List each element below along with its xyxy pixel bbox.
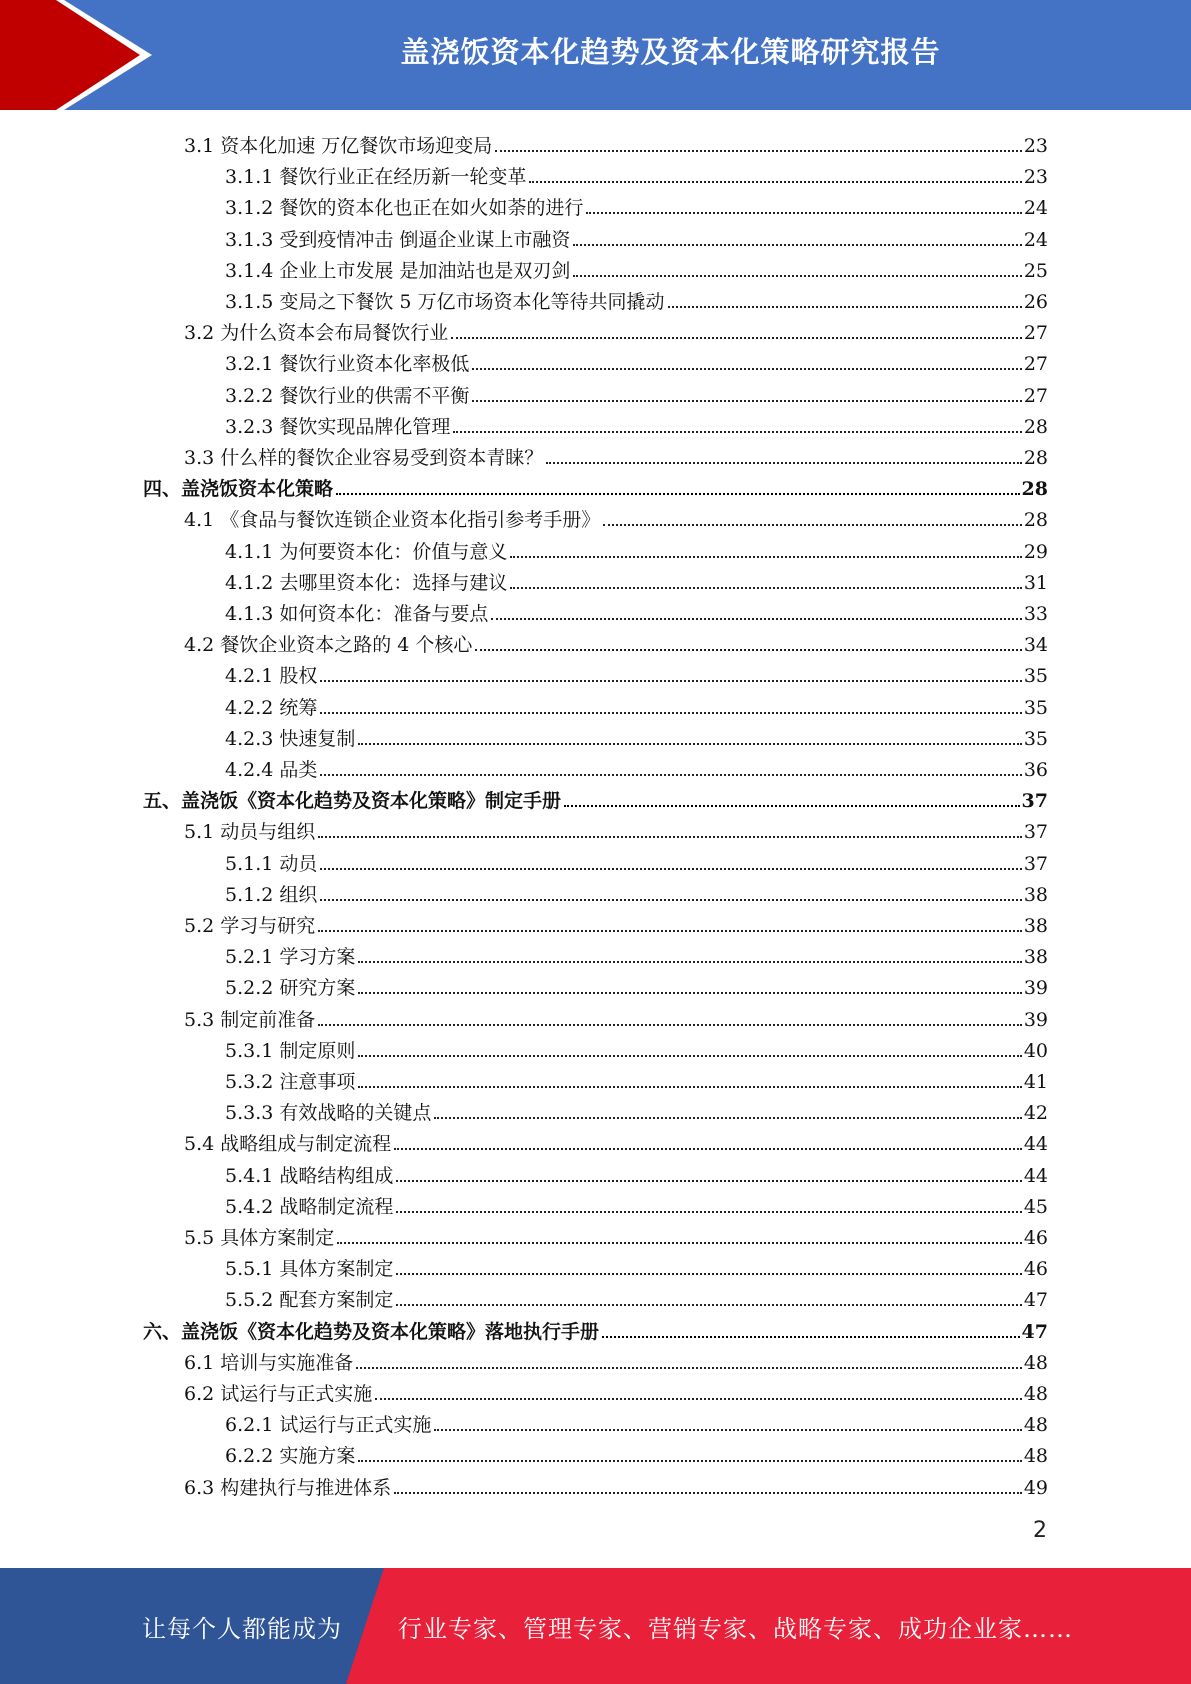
toc-entry-page: 35 [1023, 727, 1048, 750]
toc-dot-leader [573, 244, 1021, 246]
toc-entry[interactable] [225, 1281, 1048, 1312]
toc-entry[interactable] [225, 720, 1048, 751]
toc-dot-leader [336, 493, 1020, 495]
toc-entry-page: 42 [1023, 1102, 1048, 1125]
toc-entry-page: 48 [1023, 1383, 1048, 1405]
toc-dot-leader [320, 868, 1021, 870]
toc-entry-label: 4.1.3 如何资本化：准备与要点 [225, 603, 489, 625]
toc-entry-label: 3.1.4 企业上市发展 是加油站也是双刃剑 [225, 259, 571, 282]
toc-entry-label: 3.1 资本化加速 万亿餐饮市场迎变局 [184, 135, 493, 157]
toc-entry-label: 3.1.3 受到疫情冲击 倒逼企业谋上市融资 [225, 228, 571, 251]
toc-entry-page: 35 [1023, 696, 1048, 719]
toc-entry[interactable] [225, 1157, 1048, 1188]
toc-entry-page: 44 [1023, 1164, 1048, 1187]
toc-entry-label: 5.5 具体方案制定 [184, 1227, 335, 1249]
toc-entry-label: 3.1.5 变局之下餐饮 5 万亿市场资本化等待共同撬动 [225, 291, 665, 313]
toc-dot-leader [472, 368, 1021, 370]
toc-entry[interactable] [225, 377, 1048, 408]
toc-entry-label: 6.2.2 实施方案 [225, 1445, 356, 1468]
toc-entry-label: 5.3.3 有效战略的关键点 [225, 1102, 432, 1125]
toc-entry[interactable] [225, 564, 1048, 595]
toc-entry[interactable] [184, 1219, 1048, 1250]
toc-entry-label: 3.2.2 餐饮行业的供需不平衡 [225, 384, 470, 407]
toc-dot-leader [394, 1148, 1022, 1150]
toc-entry[interactable] [225, 876, 1048, 907]
toc-entry-page: 47 [1021, 1320, 1048, 1343]
toc-entry-label: 3.3 什么样的餐饮企业容易受到资本青睐？ [184, 447, 544, 469]
toc-entry-label: 4.1.2 去哪里资本化：选择与建议 [225, 571, 508, 594]
toc-entry-label: 5.3 制定前准备 [184, 1008, 316, 1031]
toc-entry[interactable] [225, 1032, 1048, 1063]
page-header [0, 0, 1191, 110]
toc-entry-page: 41 [1023, 1071, 1048, 1093]
toc-dot-leader [510, 587, 1021, 589]
toc-entry-page: 44 [1023, 1133, 1048, 1156]
footer-slogan-left: 让每个人都能成为 [142, 1614, 342, 1643]
page-number: 2 [1033, 1518, 1047, 1543]
toc-entry-label: 5.4 战略组成与制定流程 [184, 1133, 392, 1156]
toc-entry[interactable] [225, 1188, 1048, 1219]
toc-entry-label: 4.2.3 快速复制 [225, 727, 356, 750]
toc-entry-page: 37 [1021, 790, 1048, 813]
toc-entry-label: 3.1.1 餐饮行业正在经历新一轮变革 [225, 166, 527, 189]
toc-entry[interactable] [225, 751, 1048, 782]
toc-dot-leader [356, 1367, 1022, 1369]
toc-dot-leader [434, 1429, 1021, 1431]
toc-dot-leader [451, 337, 1022, 339]
toc-entry-label: 3.2.3 餐饮实现品牌化管理 [225, 415, 451, 438]
toc-entry-page: 26 [1023, 291, 1048, 313]
toc-dot-leader [318, 930, 1022, 932]
toc-entry-page: 46 [1023, 1227, 1048, 1249]
toc-entry-label: 4.2 餐饮企业资本之路的 4 个核心 [184, 634, 473, 657]
toc-entry-page: 37 [1023, 852, 1048, 875]
toc-entry-label: 3.2.1 餐饮行业资本化率极低 [225, 353, 470, 376]
toc-dot-leader [358, 961, 1021, 963]
toc-dot-leader [396, 1180, 1021, 1182]
toc-entry-label: 4.2.1 股权 [225, 665, 318, 688]
toc-entry-page: 47 [1023, 1289, 1048, 1312]
toc-entry-label: 6.2 试运行与正式实施 [184, 1383, 373, 1405]
toc-entry[interactable] [225, 158, 1048, 189]
toc-entry-label: 5.1.1 动员 [225, 852, 318, 875]
toc-entry[interactable] [225, 1094, 1048, 1125]
toc-entry-page: 34 [1023, 634, 1048, 657]
toc-entry-label: 5.2.2 研究方案 [225, 977, 356, 1000]
toc-entry-page: 39 [1023, 977, 1048, 1000]
toc-entry-label: 4.2.2 统筹 [225, 696, 318, 719]
toc-dot-leader [510, 556, 1021, 558]
toc-entry-label: 六、盖浇饭《资本化趋势及资本化策略》落地执行手册 [143, 1320, 600, 1343]
toc-dot-leader [320, 712, 1021, 714]
toc-dot-leader [320, 899, 1021, 901]
toc-entry[interactable] [225, 1063, 1048, 1094]
toc-entry-label: 3.2 为什么资本会布局餐饮行业 [184, 322, 449, 345]
toc-entry-label: 4.1.1 为何要资本化：价值与意义 [225, 540, 508, 563]
toc-entry-label: 5.2.1 学习方案 [225, 946, 356, 969]
toc-entry-page: 35 [1023, 665, 1048, 688]
toc-entry[interactable] [184, 314, 1048, 345]
toc-dot-leader [320, 680, 1021, 682]
toc-entry[interactable] [184, 1375, 1048, 1406]
toc-entry[interactable] [225, 252, 1048, 283]
toc-dot-leader [396, 1304, 1021, 1306]
toc-dot-leader [603, 524, 1022, 526]
toc-entry-label: 5.3.2 注意事项 [225, 1071, 356, 1093]
toc-dot-leader [668, 306, 1022, 308]
toc-entry[interactable] [225, 938, 1048, 969]
toc-dot-leader [491, 618, 1021, 620]
toc-dot-leader [396, 1273, 1021, 1275]
toc-entry[interactable] [225, 345, 1048, 376]
toc-entry-page: 28 [1023, 509, 1048, 532]
toc-entry[interactable] [225, 1406, 1048, 1437]
toc-entry-label: 5.4.1 战略结构组成 [225, 1164, 394, 1187]
toc-dot-leader [475, 649, 1021, 651]
toc-entry-page: 45 [1023, 1195, 1048, 1218]
toc-entry-page: 24 [1023, 197, 1048, 220]
toc-entry[interactable] [225, 408, 1048, 439]
header-arrow-icon [0, 0, 160, 110]
toc-entry-page: 25 [1023, 259, 1048, 282]
toc-entry-page: 27 [1023, 353, 1048, 376]
toc-entry[interactable] [184, 1001, 1048, 1032]
toc-dot-leader [564, 805, 1020, 807]
toc-entry-label: 6.3 构建执行与推进体系 [184, 1476, 392, 1499]
toc-entry[interactable] [184, 501, 1048, 532]
page-footer [0, 1568, 1191, 1684]
toc-entry-page: 40 [1023, 1039, 1048, 1062]
toc-entry[interactable] [225, 221, 1048, 252]
toc-dot-leader [358, 743, 1021, 745]
toc-entry-page: 28 [1023, 447, 1048, 469]
toc-entry[interactable] [225, 1437, 1048, 1468]
toc-entry[interactable] [184, 439, 1048, 470]
toc-entry[interactable] [225, 189, 1048, 220]
toc-entry-page: 27 [1023, 384, 1048, 407]
toc-entry-label: 5.1.2 组织 [225, 883, 318, 906]
toc-entry[interactable] [143, 470, 1048, 501]
toc-entry-page: 23 [1023, 135, 1048, 157]
toc-dot-leader [318, 836, 1022, 838]
toc-entry[interactable] [184, 127, 1048, 158]
toc-entry-page: 36 [1023, 759, 1048, 781]
toc-entry[interactable] [225, 845, 1048, 876]
toc-entry[interactable] [184, 907, 1048, 938]
toc-entry[interactable] [184, 1469, 1048, 1500]
toc-entry-label: 五、盖浇饭《资本化趋势及资本化策略》制定手册 [143, 790, 562, 813]
toc-entry-page: 48 [1023, 1414, 1048, 1437]
toc-entry-label: 4.2.4 品类 [225, 759, 318, 781]
toc-entry-page: 38 [1023, 946, 1048, 969]
toc-entry-page: 37 [1023, 821, 1048, 844]
toc-dot-leader [495, 150, 1022, 152]
toc-dot-leader [358, 992, 1021, 994]
toc-dot-leader [472, 400, 1021, 402]
toc-entry[interactable] [225, 533, 1048, 564]
toc-dot-leader [358, 1460, 1021, 1462]
toc-entry-page: 28 [1023, 415, 1048, 438]
toc-entry-page: 38 [1023, 915, 1048, 937]
toc-entry[interactable] [225, 969, 1048, 1000]
toc-entry-page: 38 [1023, 883, 1048, 906]
toc-entry[interactable] [184, 626, 1048, 657]
toc-entry[interactable] [184, 1344, 1048, 1375]
toc-dot-leader [318, 1024, 1022, 1026]
toc-entry[interactable] [225, 657, 1048, 688]
toc-entry-page: 33 [1023, 603, 1048, 625]
toc-dot-leader [337, 1242, 1022, 1244]
toc-dot-leader [453, 431, 1021, 433]
toc-entry[interactable] [143, 1313, 1048, 1344]
toc-dot-leader [586, 212, 1021, 214]
toc-entry-label: 5.5.1 具体方案制定 [225, 1258, 394, 1281]
toc-entry-label: 5.1 动员与组织 [184, 821, 316, 844]
toc-entry[interactable] [225, 1250, 1048, 1281]
toc-entry-page: 28 [1021, 478, 1048, 501]
toc-entry-page: 29 [1023, 540, 1048, 563]
toc-dot-leader [396, 1211, 1021, 1213]
toc-entry[interactable] [143, 782, 1048, 813]
toc-dot-leader [358, 1055, 1021, 1057]
toc-entry-page: 23 [1023, 166, 1048, 189]
toc-dot-leader [573, 275, 1021, 277]
toc-entry-page: 48 [1023, 1445, 1048, 1468]
toc-dot-leader [358, 1086, 1021, 1088]
toc-dot-leader [320, 774, 1021, 776]
toc-entry-page: 27 [1023, 322, 1048, 345]
toc-dot-leader [602, 1336, 1020, 1338]
toc-dot-leader [394, 1492, 1022, 1494]
footer-slogan-right: 行业专家、管理专家、营销专家、战略专家、成功企业家…… [398, 1614, 1073, 1643]
toc-entry[interactable] [184, 813, 1048, 844]
toc-dot-leader [546, 462, 1022, 464]
toc-entry-label: 5.3.1 制定原则 [225, 1039, 356, 1062]
toc-entry-label: 5.5.2 配套方案制定 [225, 1289, 394, 1312]
toc-entry-label: 3.1.2 餐饮的资本化也正在如火如荼的进行 [225, 197, 584, 220]
toc-entry-label: 5.2 学习与研究 [184, 915, 316, 937]
document-title: 盖浇饭资本化趋势及资本化策略研究报告 [400, 34, 941, 69]
toc-entry-page: 49 [1023, 1476, 1048, 1499]
toc-dot-leader [434, 1117, 1021, 1119]
toc-entry[interactable] [184, 1125, 1048, 1156]
toc-entry[interactable] [225, 689, 1048, 720]
toc-entry-label: 6.2.1 试运行与正式实施 [225, 1414, 432, 1437]
toc-entry[interactable] [225, 595, 1048, 626]
toc-entry-page: 24 [1023, 228, 1048, 251]
toc-entry-page: 46 [1023, 1258, 1048, 1281]
toc-dot-leader [375, 1398, 1022, 1400]
toc-dot-leader [529, 181, 1021, 183]
toc-entry-page: 48 [1023, 1351, 1048, 1374]
toc-entry-page: 31 [1023, 571, 1048, 594]
toc-entry-page: 39 [1023, 1008, 1048, 1031]
toc-entry-label: 6.1 培训与实施准备 [184, 1351, 354, 1374]
toc-entry-label: 四、盖浇饭资本化策略 [143, 478, 334, 501]
toc-entry[interactable] [225, 283, 1048, 314]
toc-entry-label: 4.1 《食品与餐饮连锁企业资本化指引参考手册》 [184, 509, 601, 532]
toc-entry-label: 5.4.2 战略制定流程 [225, 1195, 394, 1218]
